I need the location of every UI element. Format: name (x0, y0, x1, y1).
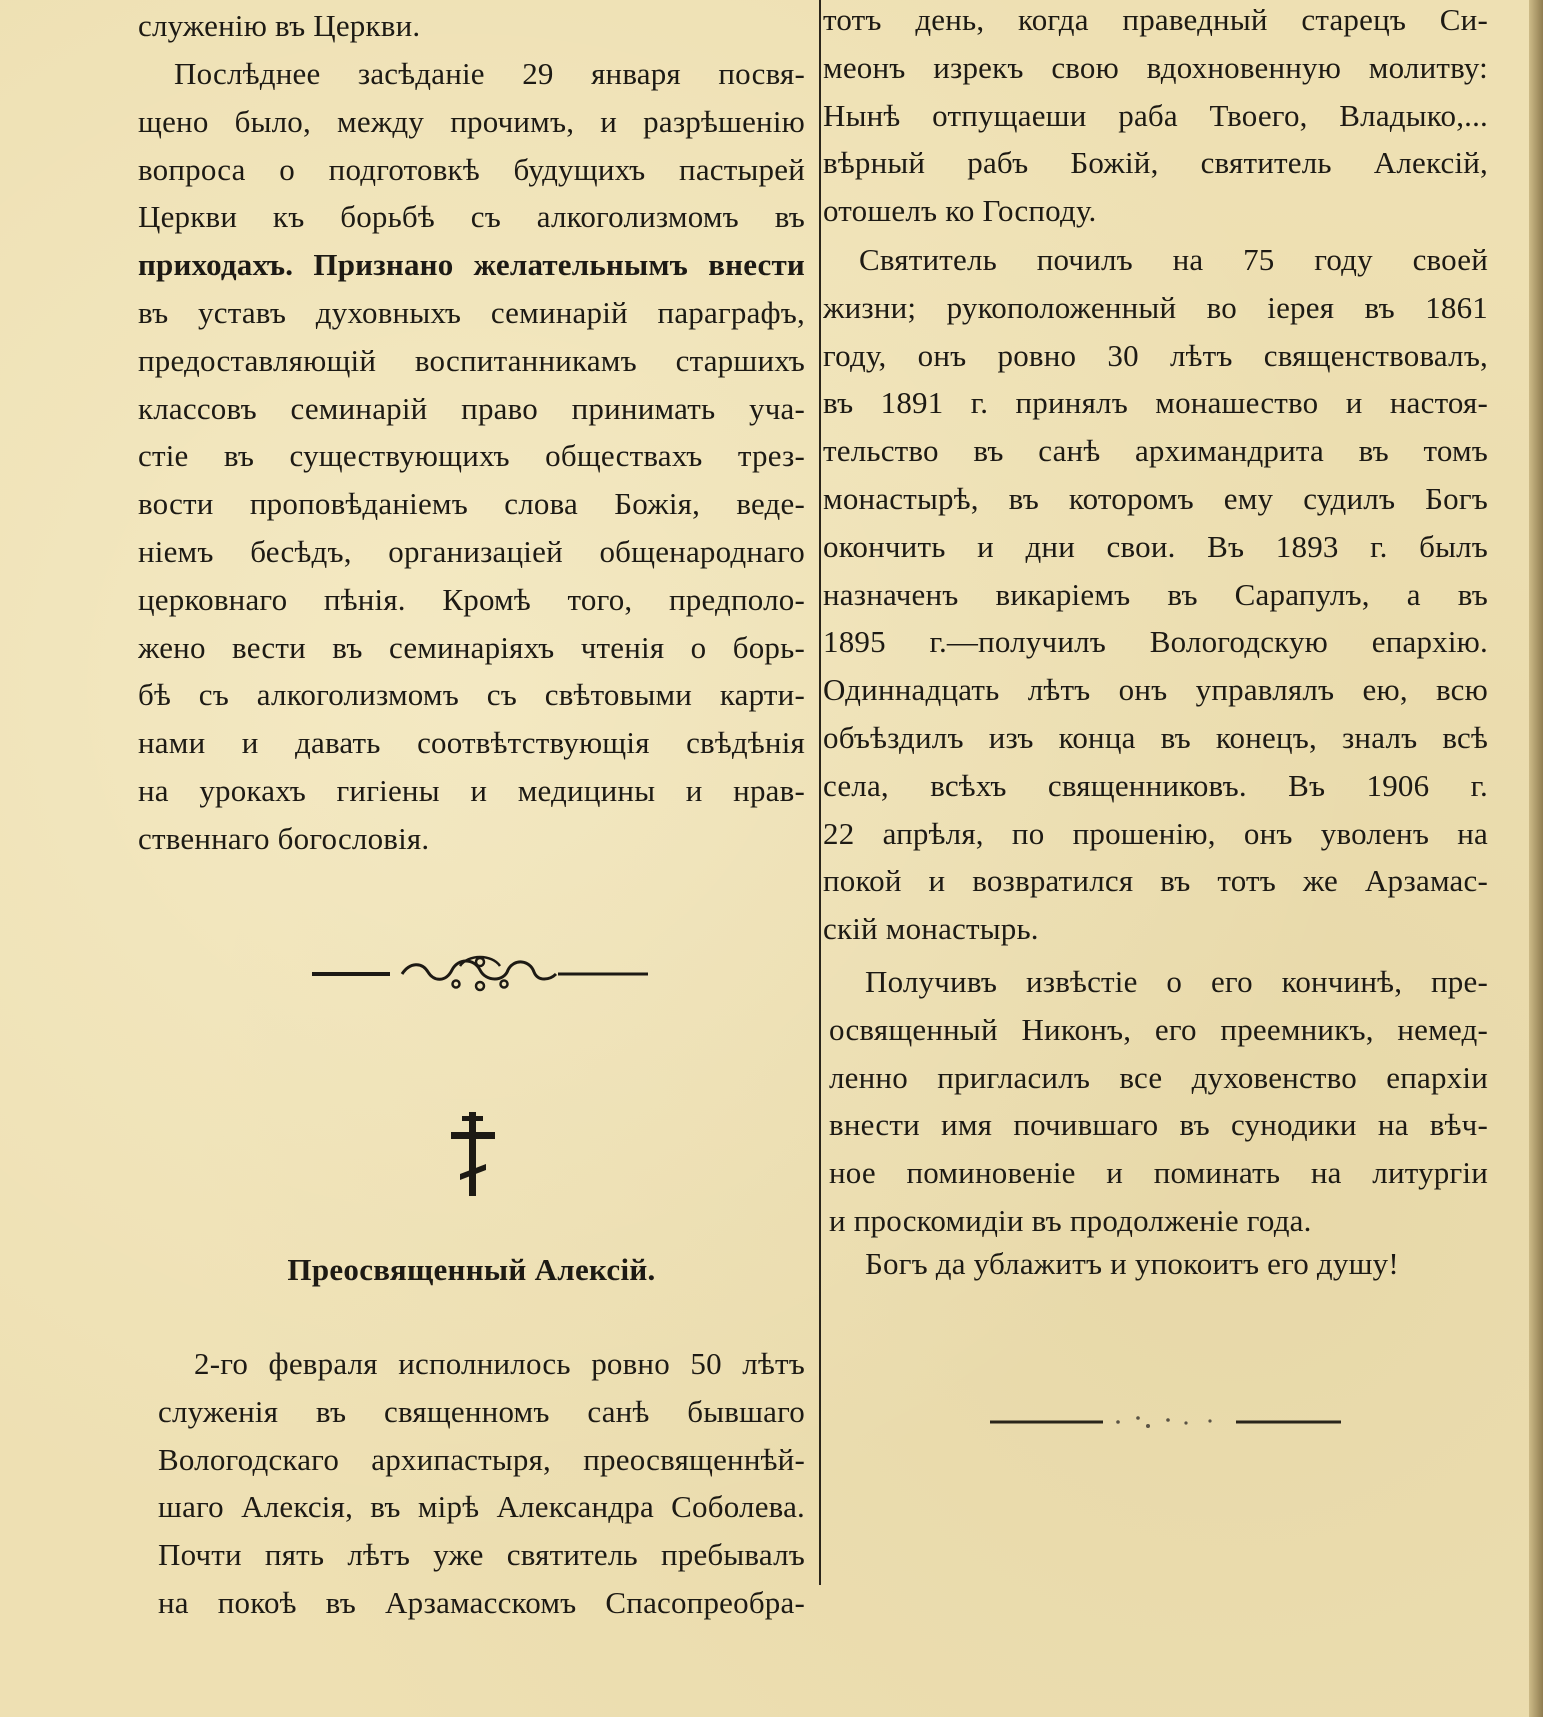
text-line: бѣ съ алкоголизмомъ съ свѣтовыми карти- (138, 677, 805, 713)
text-line: церковнаго пѣнія. Кромѣ того, предполо- (138, 581, 805, 617)
text-line: шаго Алексія, въ мірѣ Александра Соболева. (158, 1489, 805, 1525)
text-line: Святитель почилъ на 75 году своей (859, 242, 1488, 277)
text-line: въ уставъ духовныхъ семинарій параграфъ, (138, 294, 805, 330)
text-line: тотъ день, когда праведный старецъ Си- (823, 2, 1488, 37)
page-edge-shadow (1529, 0, 1543, 1717)
text-line: Богъ да ублажитъ и упокоитъ его душу! (865, 1246, 1399, 1281)
text-line: Получивъ извѣстіе о его кончинѣ, пре- (865, 964, 1488, 999)
obituary-headline: Преосвященный Алексій. (287, 1252, 656, 1287)
text-line: на покоѣ въ Арзамасскомъ Спасопреобра- (158, 1584, 805, 1620)
orthodox-cross-icon (448, 1110, 498, 1200)
text-line: покой и возвратился въ тотъ же Арзамас- (823, 863, 1488, 899)
text-line: предоставляющій воспитанникамъ старшихъ (138, 342, 805, 378)
right-para-2 (823, 236, 1488, 953)
column-divider (819, 0, 821, 1585)
text-line: Вологодскаго архипастыря, преосвященнѣй- (158, 1441, 805, 1477)
left-para-3 (158, 1340, 805, 1627)
text-line: и проскомидіи въ продолженіе года. (829, 1202, 1312, 1238)
text-line: году, онъ ровно 30 лѣтъ священствовалъ, (823, 337, 1488, 373)
text-line: объѣздилъ изъ конца въ конецъ, зналъ всѣ (823, 719, 1488, 755)
text-line: ніемъ бесѣдъ, организаціей общенароднаго (138, 533, 805, 569)
text-line: 1895 г.—получилъ Вологодскую епархію. (823, 624, 1488, 660)
text-line: отошелъ ко Господу. (823, 193, 1097, 229)
text-line: щено было, между прочимъ, и разрѣшенію (138, 103, 805, 139)
text-line: вости проповѣданіемъ слова Божія, веде- (138, 486, 805, 522)
text-line: ленно пригласилъ все духовенство епархіи (829, 1059, 1488, 1095)
right-para-3 (829, 958, 1488, 1245)
text-line: ное поминовеніе и поминать на литургіи (829, 1155, 1488, 1191)
right-para-4 (829, 1240, 1488, 1288)
end-rule-icon (988, 1412, 1343, 1432)
text-line: окончить и дни свои. Въ 1893 г. былъ (823, 528, 1488, 564)
text-line: меонъ изрекъ свою вдохновенную молитву: (823, 49, 1488, 85)
text-line: на урокахъ гигіены и медицины и нрав- (138, 772, 805, 808)
text-line: монастырѣ, въ которомъ ему судилъ Богъ (823, 480, 1488, 516)
text-line: жизни; рукоположенный во іерея въ 1861 (823, 289, 1488, 325)
text-line: 22 апрѣля, по прошенію, онъ уволенъ на (823, 815, 1488, 851)
text-line: вѣрный рабъ Божій, святитель Алексій, (823, 145, 1488, 181)
text-line: внести имя почившаго въ сунодики на вѣч- (829, 1107, 1488, 1143)
text-line: Церкви къ борьбѣ съ алкоголизмомъ въ (138, 199, 805, 235)
text-line: служенія въ священномъ санѣ бывшаго (158, 1393, 805, 1429)
text-line: вопроса о подготовкѣ будущихъ пастырей (138, 151, 805, 187)
text-line: Послѣднее засѣданіе 29 января посвя- (174, 56, 805, 91)
text-line: ственнаго богословія. (138, 820, 430, 856)
text-line: служенію въ Церкви. (138, 8, 421, 43)
ornamental-divider-icon (310, 952, 650, 996)
text-line: назначенъ викаріемъ въ Сарапулъ, а въ (823, 576, 1488, 612)
right-para-1 (823, 0, 1488, 235)
left-para-1 (138, 2, 805, 50)
text-line: освященный Никонъ, его преемникъ, немед- (829, 1011, 1488, 1047)
text-line: стіе въ существующихъ обществахъ трез- (138, 438, 805, 474)
text-line: Почти пять лѣтъ уже святитель пребывалъ (158, 1537, 805, 1573)
text-line: въ 1891 г. принялъ монашество и настоя- (823, 385, 1488, 421)
text-line: Одиннадцать лѣтъ онъ управлялъ ею, всю (823, 672, 1488, 708)
text-line: 2-го февраля исполнилось ровно 50 лѣтъ (194, 1346, 805, 1381)
text-line: жено вести въ семинаріяхъ чтенія о борь- (138, 629, 805, 665)
text-line: Нынѣ отпущаеши раба Твоего, Владыко,... (823, 97, 1488, 133)
text-line: нами и давать соотвѣтствующія свѣдѣнія (138, 725, 805, 761)
text-line: классовъ семинарій право принимать уча- (138, 390, 805, 426)
text-line: приходахъ. Признано желательнымъ внести (138, 247, 805, 283)
text-line: скій монастырь. (823, 911, 1039, 947)
left-para-2 (138, 50, 805, 863)
text-line: тельство въ санѣ архимандрита въ томъ (823, 433, 1488, 469)
text-line: села, всѣхъ священниковъ. Въ 1906 г. (823, 767, 1488, 803)
